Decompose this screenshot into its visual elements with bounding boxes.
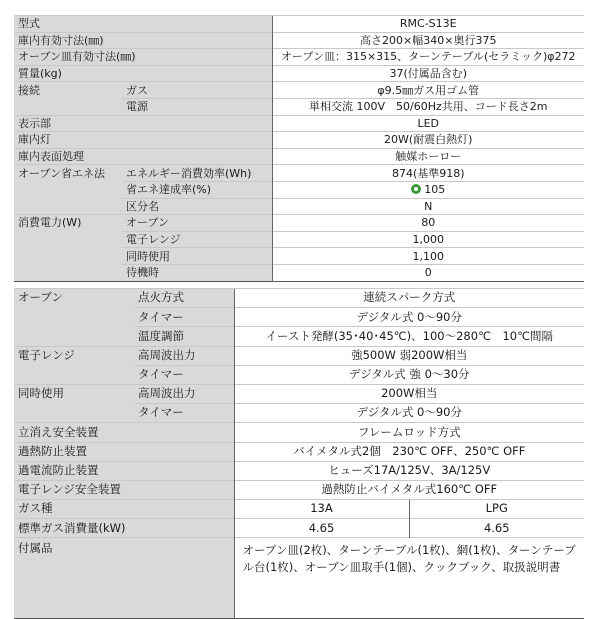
row-sublabel: 省エネ達成率(%) [122,181,272,198]
table-row [14,16,584,33]
row-sublabel: タイマー [134,308,234,327]
gas-13a-value: 13A [234,500,409,519]
row-value: 連続スパーク方式 [234,289,584,308]
row-value: 単相交流 100V 50/60Hz共用、コード長さ2m [272,98,584,115]
row-sublabel: タイマー [134,365,234,384]
row-value [272,181,584,198]
table-row [14,98,584,115]
table-row [14,198,584,215]
row-value: 1,100 [272,248,584,265]
row-value: デジタル式 0～90分 [234,308,584,327]
row-value: 874(基準918) [272,165,584,182]
table-row [14,215,584,232]
row-label: 標準ガス消費量(kW) [14,519,234,538]
row-value: 200W相当 [234,384,584,403]
row-value: LED [272,115,584,132]
row-sublabel: 電子レンジ [122,231,272,248]
row-label: 電子レンジ [14,346,134,365]
table-row [14,115,584,132]
row-sublabel: ガス [122,82,272,99]
table-row [14,132,584,149]
row-label-empty [14,198,122,215]
row-sublabel: タイマー [134,404,234,423]
table-row [14,165,584,182]
row-value: 1,000 [272,231,584,248]
row-label-empty [14,404,134,423]
spec-table-functions [14,288,584,619]
table-row [14,148,584,165]
table-row [14,264,584,281]
row-sublabel: 高周波出力 [134,346,234,365]
table-row [14,480,584,499]
eco-mark-icon [411,184,421,194]
row-sublabel: 待機時 [122,264,272,281]
gas-lpg-value: LPG [409,500,584,519]
row-label-empty [14,181,122,198]
table-row [14,423,584,442]
row-label: オーブン省エネ法 [14,165,122,182]
row-label: 付属品 [14,538,234,619]
row-value: デジタル式 強 0～30分 [234,365,584,384]
row-label: オーブン [14,289,134,308]
row-value: イースト発酵(35･40･45℃)、100～280℃ 10℃間隔 [234,327,584,346]
row-value: バイメタル式2個 230℃ OFF、250℃ OFF [234,442,584,461]
row-label: 表示部 [14,115,272,132]
row-label: 接続 [14,82,122,99]
table-row [14,384,584,403]
table-row [14,289,584,308]
spec-table-main [14,15,584,282]
row-value: 80 [272,215,584,232]
table-row [14,461,584,480]
table-row [14,32,584,49]
row-label-empty [14,98,122,115]
row-value: 触媒ホーロー [272,148,584,165]
row-label: オーブン皿有効寸法(㎜) [14,49,272,66]
eco-rate-value: 105 [424,183,446,197]
row-sublabel: 同時使用 [122,248,272,265]
table-row [14,181,584,198]
table-row [14,327,584,346]
table-row [14,519,584,538]
table-row [14,308,584,327]
row-value: 37(付属品含む) [272,65,584,82]
gasuse-lpg-value: 4.65 [409,519,584,538]
row-label-empty [14,327,134,346]
accessories-value: オーブン皿(2枚)、ターンテーブル(1枚)、網(1枚)、ターンテーブル台(1枚)、オーブン皿取手(1個)、クックブック、取扱説明書 [234,538,584,619]
row-value: 0 [272,264,584,281]
table-row [14,538,584,619]
table-row [14,49,584,66]
row-value: フレームロッド方式 [234,423,584,442]
table-row [14,231,584,248]
row-label: 庫内灯 [14,132,272,149]
row-sublabel: 電源 [122,98,272,115]
row-sublabel: 点火方式 [134,289,234,308]
row-label: 庫内表面処理 [14,148,272,165]
row-value: オーブン皿：315×315、ターンテーブル(セラミック)φ272 [272,49,584,66]
row-label-empty [14,308,134,327]
row-value: φ9.5㎜ガス用ゴム管 [272,82,584,99]
row-sublabel: エネルギー消費効率(Wh) [122,165,272,182]
row-value: RMC-S13E [272,16,584,33]
row-value: デジタル式 0～90分 [234,404,584,423]
row-label: ガス種 [14,500,234,519]
table-row [14,346,584,365]
table-row [14,404,584,423]
row-label: 型式 [14,16,272,33]
row-value: 高さ200×幅340×奥行375 [272,32,584,49]
row-label-empty [14,365,134,384]
row-sublabel: オーブン [122,215,272,232]
row-value: 過熱防止バイメタル式160℃ OFF [234,480,584,499]
row-sublabel: 温度調節 [134,327,234,346]
row-label: 同時使用 [14,384,134,403]
row-label-empty [14,231,122,248]
row-label: 電子レンジ安全装置 [14,480,234,499]
row-value: 20W(耐震白熱灯) [272,132,584,149]
row-value: ヒューズ17A/125V、3A/125V [234,461,584,480]
row-label: 立消え安全装置 [14,423,234,442]
row-label: 過熱防止装置 [14,442,234,461]
table-row [14,500,584,519]
row-label: 消費電力(W) [14,215,122,232]
row-value: N [272,198,584,215]
row-label-empty [14,248,122,265]
table-row [14,82,584,99]
row-label: 過電流防止装置 [14,461,234,480]
row-label-empty [14,264,122,281]
table-row [14,442,584,461]
table-row [14,365,584,384]
table-row [14,248,584,265]
table-row [14,65,584,82]
row-label: 庫内有効寸法(㎜) [14,32,272,49]
gasuse-13a-value: 4.65 [234,519,409,538]
row-sublabel: 高周波出力 [134,384,234,403]
row-value: 強500W 弱200W相当 [234,346,584,365]
row-label: 質量(kg) [14,65,272,82]
row-sublabel: 区分名 [122,198,272,215]
